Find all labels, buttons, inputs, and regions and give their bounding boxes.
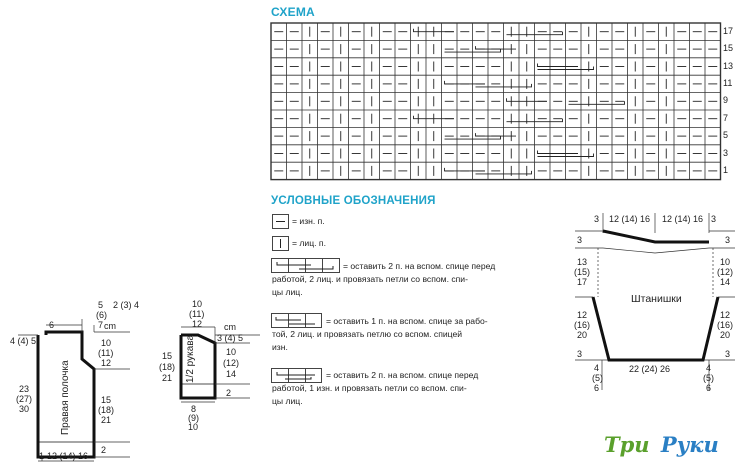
watermark-logo: [604, 432, 719, 457]
legend-cable-3-back-text: [326, 315, 488, 328]
chart-row-number: 9: [723, 95, 729, 106]
legend-cable-3-front-line-1: = оставить 2 п. на вспом. спице перед: [326, 370, 479, 380]
pants-bottom-left-3: 6: [594, 383, 600, 393]
pants-right-lower-1: 12: [720, 310, 731, 320]
legend-cable-3-back-cont: [272, 328, 462, 353]
sleeve-length-3: 21: [162, 373, 173, 383]
chart-cable-mark: [445, 168, 486, 171]
pants-left-upper-1: 13: [577, 257, 588, 267]
cable-4-symbol: [271, 258, 341, 274]
pants-top-3: 12 (14) 16: [662, 214, 704, 224]
pants-bottom-right-3: 6: [706, 383, 712, 393]
sleeve-bottom-2: (9): [188, 413, 199, 423]
pants-piece-pattern: [565, 205, 745, 400]
pants-bottom-right-2: (5): [703, 373, 714, 383]
pants-left-upper-2: (15): [574, 267, 591, 277]
legend-purl-text: = изн. п.: [292, 216, 325, 226]
sleeve-cap-1: 10: [226, 347, 237, 357]
pants-right-lower-3: 20: [720, 330, 731, 340]
front-unit: cm: [104, 321, 116, 331]
front-height-3: 30: [19, 404, 30, 414]
front-armhole-2: (11): [98, 348, 114, 358]
legend-cable-3-back-line-3: изн.: [272, 341, 288, 352]
legend-cable-4-line-3: цы лиц.: [272, 286, 303, 297]
front-width: 12 (14) 16: [47, 451, 89, 461]
sleeve-rib: 2: [226, 388, 232, 398]
front-top-right: 2 (3) 4: [113, 300, 140, 310]
pants-bottom-right-1: 4: [706, 363, 712, 373]
chart-row-number: 1: [723, 164, 729, 175]
pants-top-4: 3: [711, 214, 717, 224]
sleeve-length-2: (18): [159, 362, 176, 372]
front-armhole-1: 10: [101, 338, 112, 348]
sleeve-right-top: 3 (4) 5: [217, 333, 244, 343]
sleeve-piece-label: 1/2 рукава: [185, 334, 196, 383]
front-side-2: (18): [98, 405, 115, 415]
sleeve-piece-pattern: [140, 295, 265, 435]
pants-left-upper-3: 17: [577, 277, 588, 287]
pants-bottom-width: 22 (24) 26: [629, 364, 671, 374]
pants-right-upper-3: 14: [720, 277, 731, 287]
purl-symbol: [272, 214, 289, 229]
pants-bottom-left-1: 4: [594, 363, 600, 373]
front-rib: 2: [101, 445, 107, 455]
knitting-chart-grid: [270, 22, 745, 182]
sleeve-unit: cm: [224, 322, 236, 332]
front-piece-pattern: [0, 295, 140, 466]
sleeve-top-1: 10: [192, 299, 203, 309]
chart-row-number: 3: [723, 147, 729, 158]
legend-cable-4-cont: [272, 273, 468, 298]
front-top-dim-2: (6): [96, 310, 107, 320]
pants-left-rib: 3: [577, 349, 583, 359]
sleeve-length-1: 15: [162, 351, 173, 361]
chart-cable-mark: [445, 81, 486, 84]
front-bottom-left: 1: [39, 451, 45, 461]
knit-symbol: [272, 236, 289, 251]
sleeve-top-3: 12: [192, 319, 203, 329]
chart-cable-mark: [538, 151, 579, 154]
pants-top-2: 12 (14) 16: [609, 214, 651, 224]
pants-piece-label: Штанишки: [631, 293, 682, 305]
pants-left-lower-3: 20: [577, 330, 588, 340]
pants-right-upper-2: (12): [717, 267, 734, 277]
pants-right-upper-1: 10: [720, 257, 731, 267]
chart-row-number: 15: [723, 43, 734, 54]
chart-cable-mark: [538, 64, 579, 67]
legend-knit-text: = лиц. п.: [292, 238, 326, 248]
sleeve-bottom-3: 10: [188, 422, 199, 432]
chart-row-number: 17: [723, 25, 734, 36]
pants-top-1: 3: [594, 214, 600, 224]
pants-piece-outline: [593, 297, 718, 360]
legend-cable-3-back-line-2: той, 2 лиц. и провязать петлю со вспом. спицей: [272, 329, 463, 339]
legend-cable-4-text: [343, 260, 495, 273]
legend-title: УСЛОВНЫЕ ОБОЗНАЧЕНИЯ: [271, 195, 436, 207]
sleeve-top-2: (11): [189, 309, 205, 319]
front-top-dim-1: 5: [98, 300, 104, 310]
chart-row-number: 11: [723, 77, 733, 88]
legend-cable-3-front-text: [326, 369, 478, 382]
pants-right-rib: 3: [725, 349, 731, 359]
chart-row-number: 13: [723, 60, 734, 71]
chart-row-number: 7: [723, 112, 729, 123]
front-shoulder: 6: [49, 320, 55, 330]
front-side-1: 15: [101, 395, 112, 405]
watermark-word-2: Руки: [660, 432, 719, 457]
front-top-dim-3: 7: [98, 320, 104, 330]
cable-3-back-symbol: [271, 313, 323, 329]
chart-cable-mark: [476, 46, 517, 49]
pants-waist-line: [603, 231, 709, 242]
sleeve-cap-3: 14: [226, 369, 237, 379]
scheme-title: СХЕМА: [271, 5, 315, 19]
front-height-1: 23: [19, 384, 30, 394]
watermark-word-1: Три: [604, 432, 650, 457]
legend-cable-4-line-1: = оставить 2 п. на вспом. спице перед: [343, 261, 496, 271]
front-side-3: 21: [101, 415, 112, 425]
pants-left-top: 3: [577, 235, 583, 245]
legend-cable-3-back-line-1: = оставить 1 п. на вспом. спице за рабо-: [326, 316, 488, 326]
sleeve-bottom-1: 8: [191, 404, 197, 414]
front-left-neck: 4 (4) 5: [10, 336, 37, 346]
pants-right-lower-2: (16): [717, 320, 734, 330]
legend-cable-4-line-2: работой, 2 лиц. и провязать петли со вспом. спи-: [272, 274, 468, 284]
legend-cable-3-front-cont: [272, 382, 467, 407]
pants-bottom-left-2: (5): [592, 373, 603, 383]
pants-right-top: 3: [725, 235, 731, 245]
pants-left-lower-2: (16): [574, 320, 591, 330]
legend-cable-3-front-line-3: цы лиц.: [272, 395, 303, 406]
legend-cable-3-front-line-2: работой, 1 изн. и провязать петли со вспом. спи-: [272, 383, 467, 393]
front-armhole-3: 12: [101, 358, 112, 368]
sleeve-cap-2: (12): [223, 358, 240, 368]
front-height-2: (27): [16, 394, 33, 404]
chart-cable-mark: [476, 133, 517, 136]
pants-left-lower-1: 12: [577, 310, 588, 320]
front-piece-label: Правая полочка: [60, 360, 71, 435]
chart-row-number: 5: [723, 130, 729, 141]
